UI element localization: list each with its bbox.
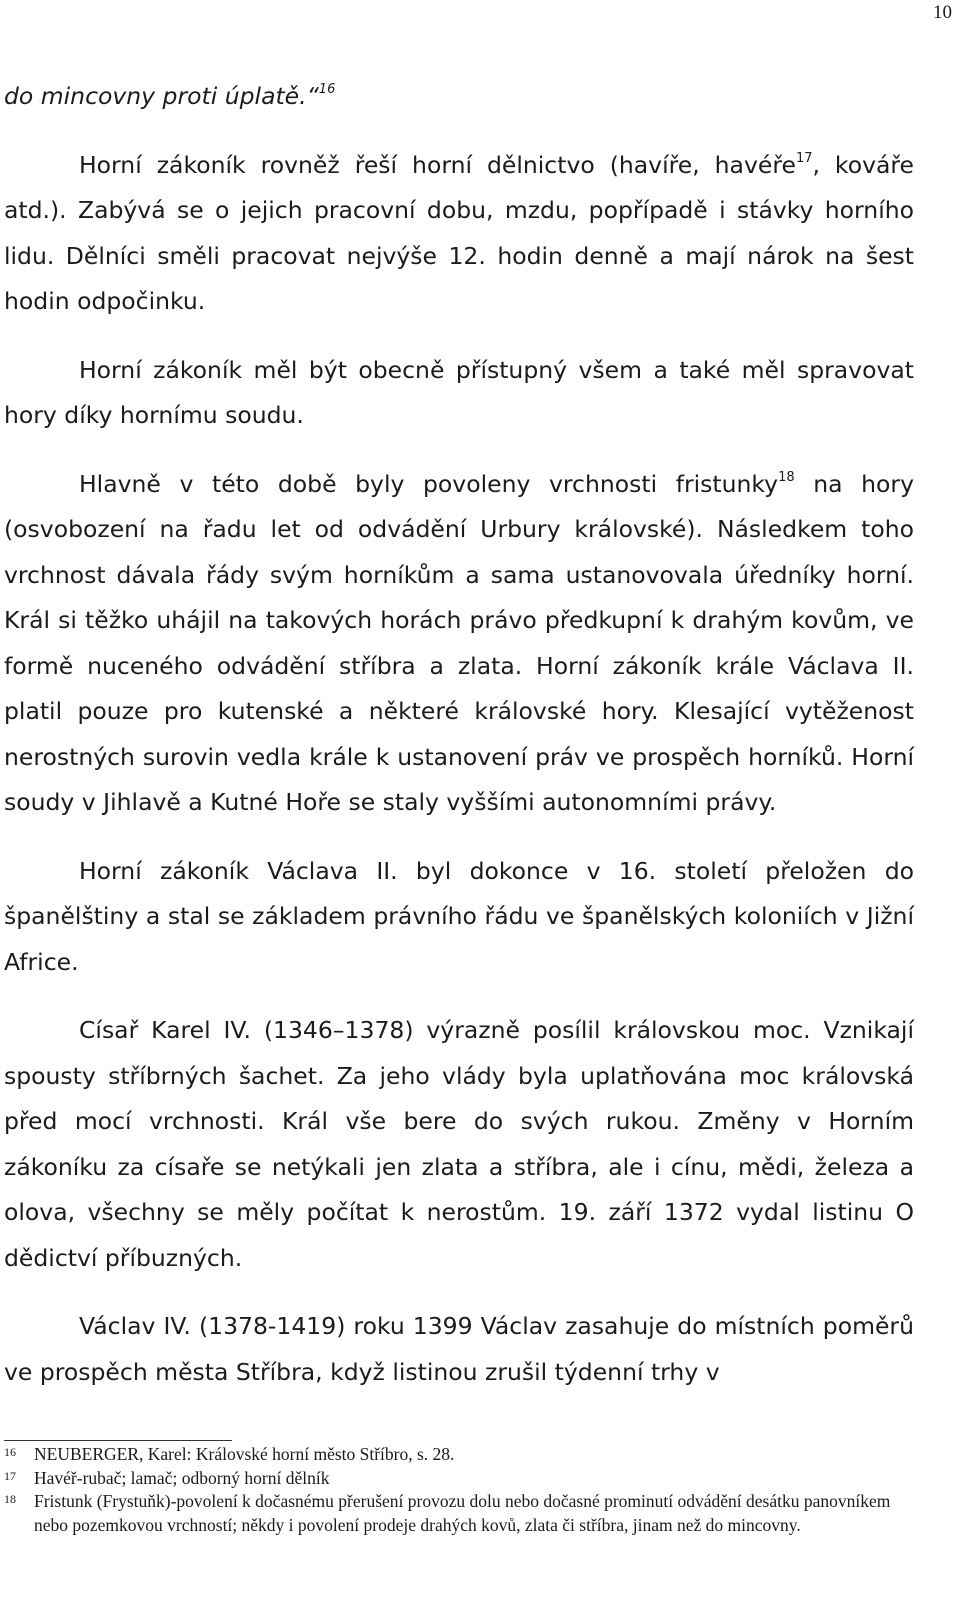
paragraph-fristunky — [4, 462, 914, 826]
footnote-ref-18: 18 — [778, 469, 795, 485]
footnote-text: Havéř-rubač; lamač; odborný horní dělník — [34, 1467, 330, 1488]
paragraph-workers-text-b: , kováře atd.). Zabývá se o jejich pracovní dobu, mzdu, popřípadě i stávky horního lidu. Dělníci směli pracovat nejvýše 12. hodin denně a mají nárok na šest hodin odpočinku. — [4, 150, 914, 315]
footnote-text: Fristunk (Frystuňk)-povolení k dočasnému přerušení provozu dolu nebo dočasné prominutí odvádění desátku panovníkem nebo pozemkovou vrchností; někdy i povolení prodeje drahých kovů, zlata či stříbra, jinam než do mincovny. — [34, 1491, 891, 1535]
footnote-16 — [4, 1443, 904, 1467]
footnote-number: 16 — [4, 1445, 16, 1459]
paragraph-workers-text-a: Horní zákoník rovněž řeší horní dělnictvo (havíře, havéře — [79, 150, 796, 179]
footnote-text: NEUBERGER, Karel: Královské horní město Stříbro, s. 28. — [34, 1444, 455, 1464]
paragraph-fristunky-text-a: Hlavně v této době byly povoleny vrchnosti fristunky — [79, 469, 779, 498]
footnote-ref-16: 16 — [318, 82, 336, 97]
footnote-ref-17: 17 — [795, 150, 813, 166]
footnote-18 — [4, 1490, 904, 1537]
paragraph-access: Horní zákoník měl být obecně přístupný všem a také měl spravovat hory díky hornímu soudu. — [4, 355, 914, 429]
intro-text: do mincovny proti úplatě.“ — [4, 82, 319, 110]
footnotes — [4, 1443, 904, 1537]
intro-line — [4, 74, 914, 120]
paragraph-karel: Císař Karel IV. (1346–1378) výrazně posílil královskou moc. Vznikají spousty stříbrných šachet. Za jeho vlády byla uplatňována moc královská před mocí vrchnosti. Král vše bere do svých rukou. Změny v Horním zákoníku za císaře se netýkali jen zlata a stříbra, ale i cínu, mědi, železa a olova, všechny se měly počítat k nerostům. 19. září 1372 vydal listinu O dědictví příbuzných. — [4, 1016, 914, 1272]
footnote-separator — [4, 1440, 232, 1441]
page-number: 10 — [933, 2, 952, 23]
paragraph-workers — [4, 143, 914, 325]
footnote-17 — [4, 1467, 904, 1491]
footnote-number: 18 — [4, 1492, 16, 1506]
paragraph-spanish: Horní zákoník Václava II. byl dokonce v 16. století přeložen do španělštiny a stal se základem právního řádu ve španělských koloniích v Jižní Africe. — [4, 856, 914, 976]
body-text — [4, 74, 914, 1418]
paragraph-vaclav-iv: Václav IV. (1378-1419) roku 1399 Václav zasahuje do místních poměrů ve prospěch města Stříbra, když listinou zrušil týdenní trhy v — [4, 1312, 914, 1386]
paragraph-fristunky-text-b: na hory (osvobození na řadu let od odvádění Urbury královské). Následkem toho vrchnost dávala řády svým horníkům a sama ustanovovala úředníky horní. Král si těžko uhájil na takových horách právo předkupní k drahým kovům, ve formě nuceného odvádění stříbra a zlata. Horní zákoník krále Václava II. platil pouze pro kutenské a některé královské hory. Klesající vytěženost nerostných surovin vedla krále k ustanovení práv ve prospěch horníků. Horní soudy v Jihlavě a Kutné Hoře se staly vyššími autonomními právy. — [4, 469, 914, 816]
footnote-number: 17 — [4, 1468, 16, 1483]
